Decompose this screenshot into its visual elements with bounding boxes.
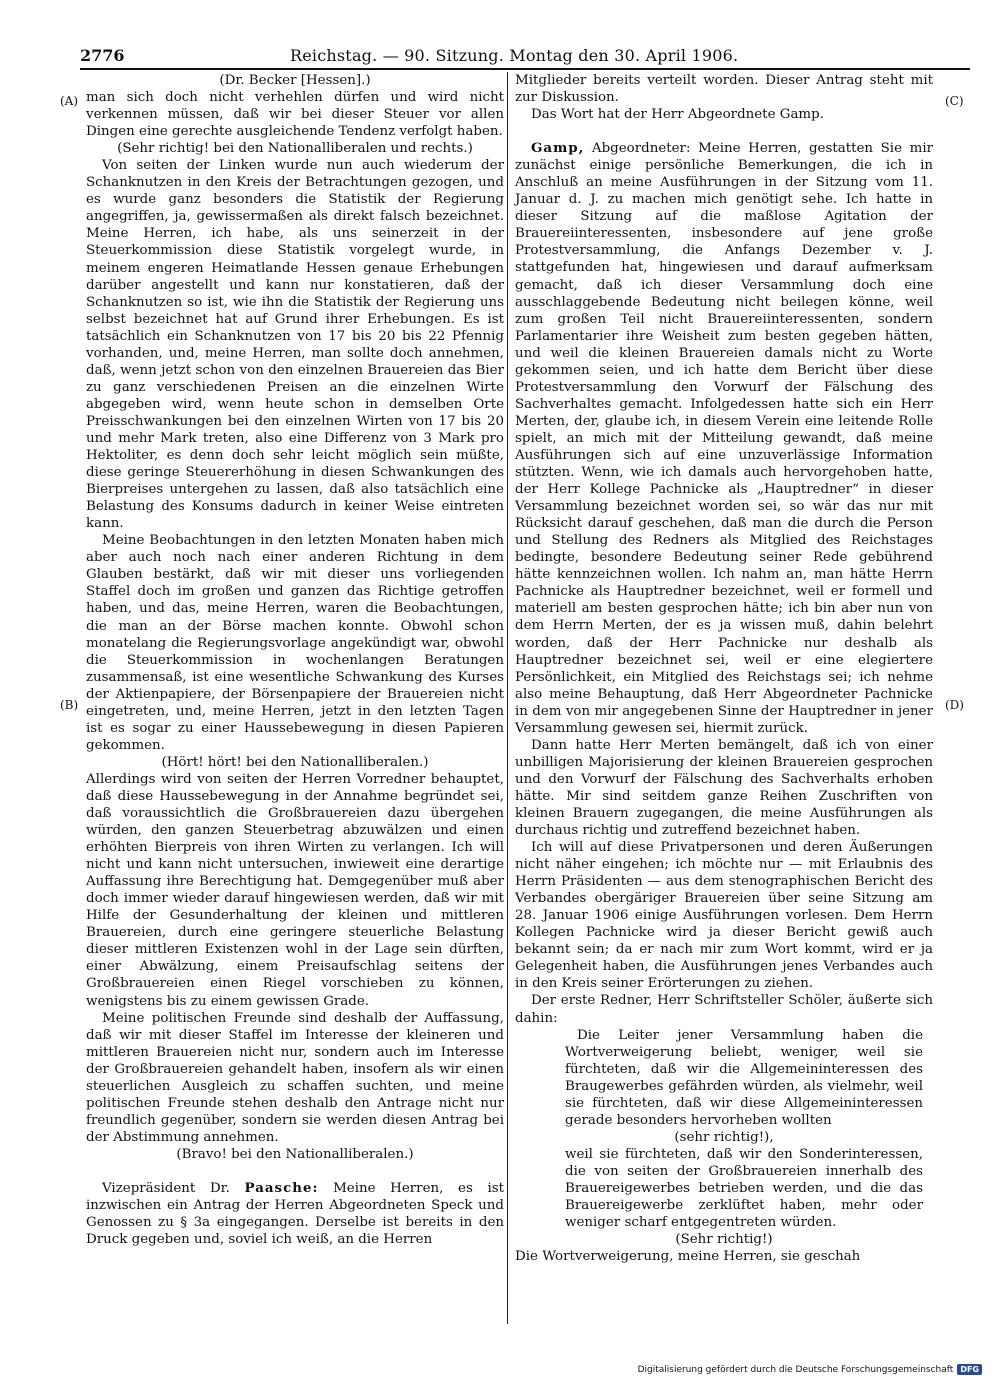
dfg-logo-icon: DFG xyxy=(957,1364,982,1375)
paragraph: Das Wort hat der Herr Abgeordnete Gamp. xyxy=(531,107,824,123)
footer-credit xyxy=(638,1364,982,1375)
paragraph: Der erste Redner, Herr Schriftsteller Schöler, äußerte sich dahin: xyxy=(515,993,933,1026)
funding-credit: Digitalisierung gefördert durch die Deutsche Forschungsgemeinschaft xyxy=(637,1364,954,1375)
paragraph: Meine Beobachtungen in den letzten Monaten haben mich aber auch noch nach einer anderen Richtung in dem Glauben bestärkt, daß wir mit dieser uns vorliegenden Staffel doch im großen und ganzen das Richtige getroffen haben, und das, meine Herren, waren die Beobachtungen, die man an der Börse machen konnte. Obwohl schon monatelang die Regierungsvorlage angekündigt war, obwohl die Steuerkommission in wochenlangen Beratungen zusammensaß, ist eine wesentliche Schwankung des Kurses der Aktienpapiere, der Börsenpapiere der Brauereien nicht eingetreten, und, meine Herren, jetzt in den letzten Tagen ist es sogar zu einer Haussebewegung in diesen Papieren gekommen. xyxy=(86,533,504,753)
speaker-name: Paasche: xyxy=(244,1180,319,1196)
column-divider xyxy=(507,72,508,1324)
interjection: (Sehr richtig!) xyxy=(675,1232,773,1248)
left-column xyxy=(86,72,504,1248)
paragraph: Die Wortverweigerung, meine Herren, sie geschah xyxy=(515,1249,861,1265)
interjection: (Sehr richtig! bei den Nationalliberalen und rechts.) xyxy=(117,141,473,157)
right-column xyxy=(515,72,933,1265)
paragraph xyxy=(515,140,933,737)
margin-marker-b: (B) xyxy=(60,698,79,712)
margin-marker-c: (C) xyxy=(945,94,964,108)
speaker-name: Gamp, xyxy=(531,140,585,157)
paragraph: Dann hatte Herr Merten bemängelt, daß ich von einer unbilligen Majorisierung der kleinen Brauereien gesprochen und den Vorwurf der Fälschung des Sachverhalts erhoben hätte. Mir sind seitdem ganze Reihen Zuschriften von kleinen Brauern zugegangen, die meine Ausführungen als durchaus richtig und zutreffend bezeichnet haben. xyxy=(515,737,933,839)
speaker-title: Vizepräsident Dr. xyxy=(102,1181,245,1196)
page-header xyxy=(80,46,970,70)
quoted-passage: weil sie fürchteten, daß wir den Sonderinteressen, die von seiten der Großbrauereien innerhalb des Brauereigewerbes betrieben werden, und die das Brauereigewerbe zerklüftet haben, mehr oder weniger scharf entgegentreten würden. xyxy=(565,1146,923,1231)
running-title: Reichstag. — 90. Sitzung. Montag den 30. April 1906. xyxy=(290,46,739,65)
paragraph: Ich will auf diese Privatpersonen und deren Äußerungen nicht näher eingehen; ich möchte nur — mit Erlaubnis des Herrn Präsidenten — aus dem stenographischen Bericht des Verbandes obergäriger Brauereien über seine Sitzung am 28. Januar 1906 einige Ausführungen vorlesen. Dem Herrn Kollegen Pachnicke wird ja dieser Bericht gewiß auch bekannt sein; da er nach mir zum Wort kommt, wird er ja Gelegenheit haben, die Ausführungen jenes Verbandes auch in den Kreis seiner Erörterungen zu ziehen. xyxy=(515,840,933,992)
paragraph: Meine politischen Freunde sind deshalb der Auffassung, daß wir mit dieser Staffel im Interesse der kleineren und mittleren Brauereien nicht nur, sondern auch im Interesse der Großbrauereien gehandelt haben, insofern als wir einen steuerlichen Ausgleich zu schaffen suchten, und meine politischen Freunde stehen deshalb den Antrage nicht nur freundlich gegenüber, sondern sie werden diesen Antrag bei der Abstimmung annehmen. xyxy=(86,1010,504,1145)
margin-marker-d: (D) xyxy=(945,698,964,712)
speech-text: Abgeordneter: Meine Herren, gestatten Sie mir zunächst einige persönliche Bemerkungen, die ich in Anschluß an meine Ausführungen in der Sitzung vom 11. Januar d. J. zu machen mich genötigt sehe. Ich hatte in dieser Sitzung auf die maßlose Agitation der Brauereiinteressenten, insbesondere auf jene große Protestversammlung, die Anfangs Dezember v. J. stattgefunden hat, hingewiesen und darauf aufmerksam gemacht, daß ich dieser Versammlung doch eine ausschlaggebende Bedeutung nicht beilegen könne, weil zum großen Teil nicht Brauereiinteressenten, sondern Parlamentarier ihre Weisheit zum besten gegeben hätten, und weil die kleinen Brauereien damals nicht zu Worte gekommen seien, und ich hatte dem Bericht über diese Protestversammlung den Vorwurf der Fälschung des Sachverhaltes gemacht. Infolgedessen hatte sich ein Herr Merten, der, glaube ich, in diesem Verein eine leitende Rolle spielt, an mich mit der Mitteilung gewandt, daß meine Ausführungen sich auf eine unzuverlässige Information stützten. Wenn, wie ich damals auch hervorgehoben hatte, der Herr Kollege Pachnicke als „Hauptredner“ in dieser Versammlung bezeichnet worden sei, so wär das nur mit Rücksicht darauf geschehen, daß man die durch die Person und Stellung des Redners als Mitglied des Reichstages bedingte, besondere Bedeutung seiner Rede gebührend hätte kennzeichnen wollen. Ich nahm an, man hätte Herrn Pachnicke als Hauptredner bezeichnet, weil er formell und materiell am besten gesprochen hätte; ich bin aber nun von dem Herrn Merten, der es ja wissen muß, dahin belehrt worden, daß der Herr Pachnicke nur deshalb als Hauptredner bezeichnet sei, weil er eine elegiertere Persönlichkeit, ein Mitglied des Reichstags sei; ich nehme also meine Behauptung, daß Herr Abgeordneter Pachnicke in dem von mir angegebenen Sinne der Hauptredner in jener Versammlung gewesen sei, hiermit zurück. xyxy=(515,141,933,736)
interjection: (sehr richtig!), xyxy=(674,1129,774,1145)
quoted-passage: Die Leiter jener Versammlung haben die Wortverweigerung beliebt, weniger, weil sie fürchteten, daß wir die Allgemeininteressen des Braugewerbes gefährden würden, als vielmehr, weil sie fürchteten, daß wir diese Allgemeininteressen gerade besonders hervorheben wollten xyxy=(565,1027,923,1128)
speech-text: Meine Herren, es ist inzwischen ein Antrag der Herren Abgeordneten Speck und Genossen zu § 3a eingegangen. Derselbe ist bereits in den Druck gegeben und, soviel ich weiß, an die Herren xyxy=(86,1181,504,1248)
paragraph: Allerdings wird von seiten der Herren Vorredner behauptet, daß diese Haussebewegung in der Annahme begründet sei, daß voraussichtlich die Großbrauereien dazu übergehen würden, den ganzen Steuerbetrag abzuwälzen und einen erhöhten Bierpreis von ihren Wirten zu verlangen. Ich will nicht und kann nicht untersuchen, inwieweit eine derartige Auffassung ihre Berechtigung hat. Demgegenüber muß aber doch immer wieder darauf hingewiesen werden, daß wir mit Hilfe der Gesunderhaltung der kleinen und mittleren Brauereien, durch eine geringere steuerliche Belastung dieser mittleren Existenzen wohl in der Lage sein dürften, einer Abwälzung, einem Preisaufschlag seitens der Großbrauereien einen Riegel vorschieben zu können, wenigstens bis zu einem gewissen Grade. xyxy=(86,771,504,1009)
page-number: 2776 xyxy=(80,46,125,65)
interjection: (Hört! hört! bei den Nationalliberalen.) xyxy=(161,754,429,770)
paragraph: man sich doch nicht verhehlen dürfen und wird nicht verkennen müssen, daß wir bei dieser Steuer vor allen Dingen eine gerechte ausgleichende Tendenz verfolgt haben. xyxy=(86,90,504,140)
interjection: (Bravo! bei den Nationalliberalen.) xyxy=(176,1146,414,1162)
interjection: (Dr. Becker [Hessen].) xyxy=(219,73,371,88)
paragraph: Von seiten der Linken wurde nun auch wiederum der Schanknutzen in den Kreis der Betrachtungen gezogen, und es wurde ganz besonders die Statistik der Regierung angegriffen, ja, gewissermaßen als direkt falsch bezeichnet. Meine Herren, ich habe, als uns seinerzeit in der Steuerkommission diese Statistik vorgelegt wurde, in meinem engeren Heimatlande Hessen genaue Erhebungen darüber angestellt und kann nur konstatieren, daß der Schanknutzen so ist, wie ihn die Statistik der Regierung uns selbst bezeichnet hat auf Grund ihrer Erhebungen. Es ist tatsächlich ein Schanknutzen von 17 bis 20 bis 22 Pfennig vorhanden, und, meine Herren, man sollte doch annehmen, daß, wenn jetzt schon von den einzelnen Brauereien das Bier zu ganz verschiedenen Preisen an die einzelnen Wirte abgegeben wird, wenn heute schon in demselben Orte Preisschwankungen bei den einzelnen Wirten von 17 bis 20 und mehr Mark treten, also eine Differenz von 3 Mark pro Hektoliter, es denn doch sehr leicht möglich sein müßte, diese geringe Steuererhöhung in diesen Schwankungen des Bierpreises untergehen zu lassen, daß also tatsächlich eine Belastung des Konsums dadurch in keiner Weise eintreten kann. xyxy=(86,158,504,532)
margin-marker-a: (A) xyxy=(60,94,79,108)
paragraph xyxy=(86,1180,504,1248)
paragraph: Mitglieder bereits verteilt worden. Dieser Antrag steht mit zur Diskussion. xyxy=(515,73,933,106)
